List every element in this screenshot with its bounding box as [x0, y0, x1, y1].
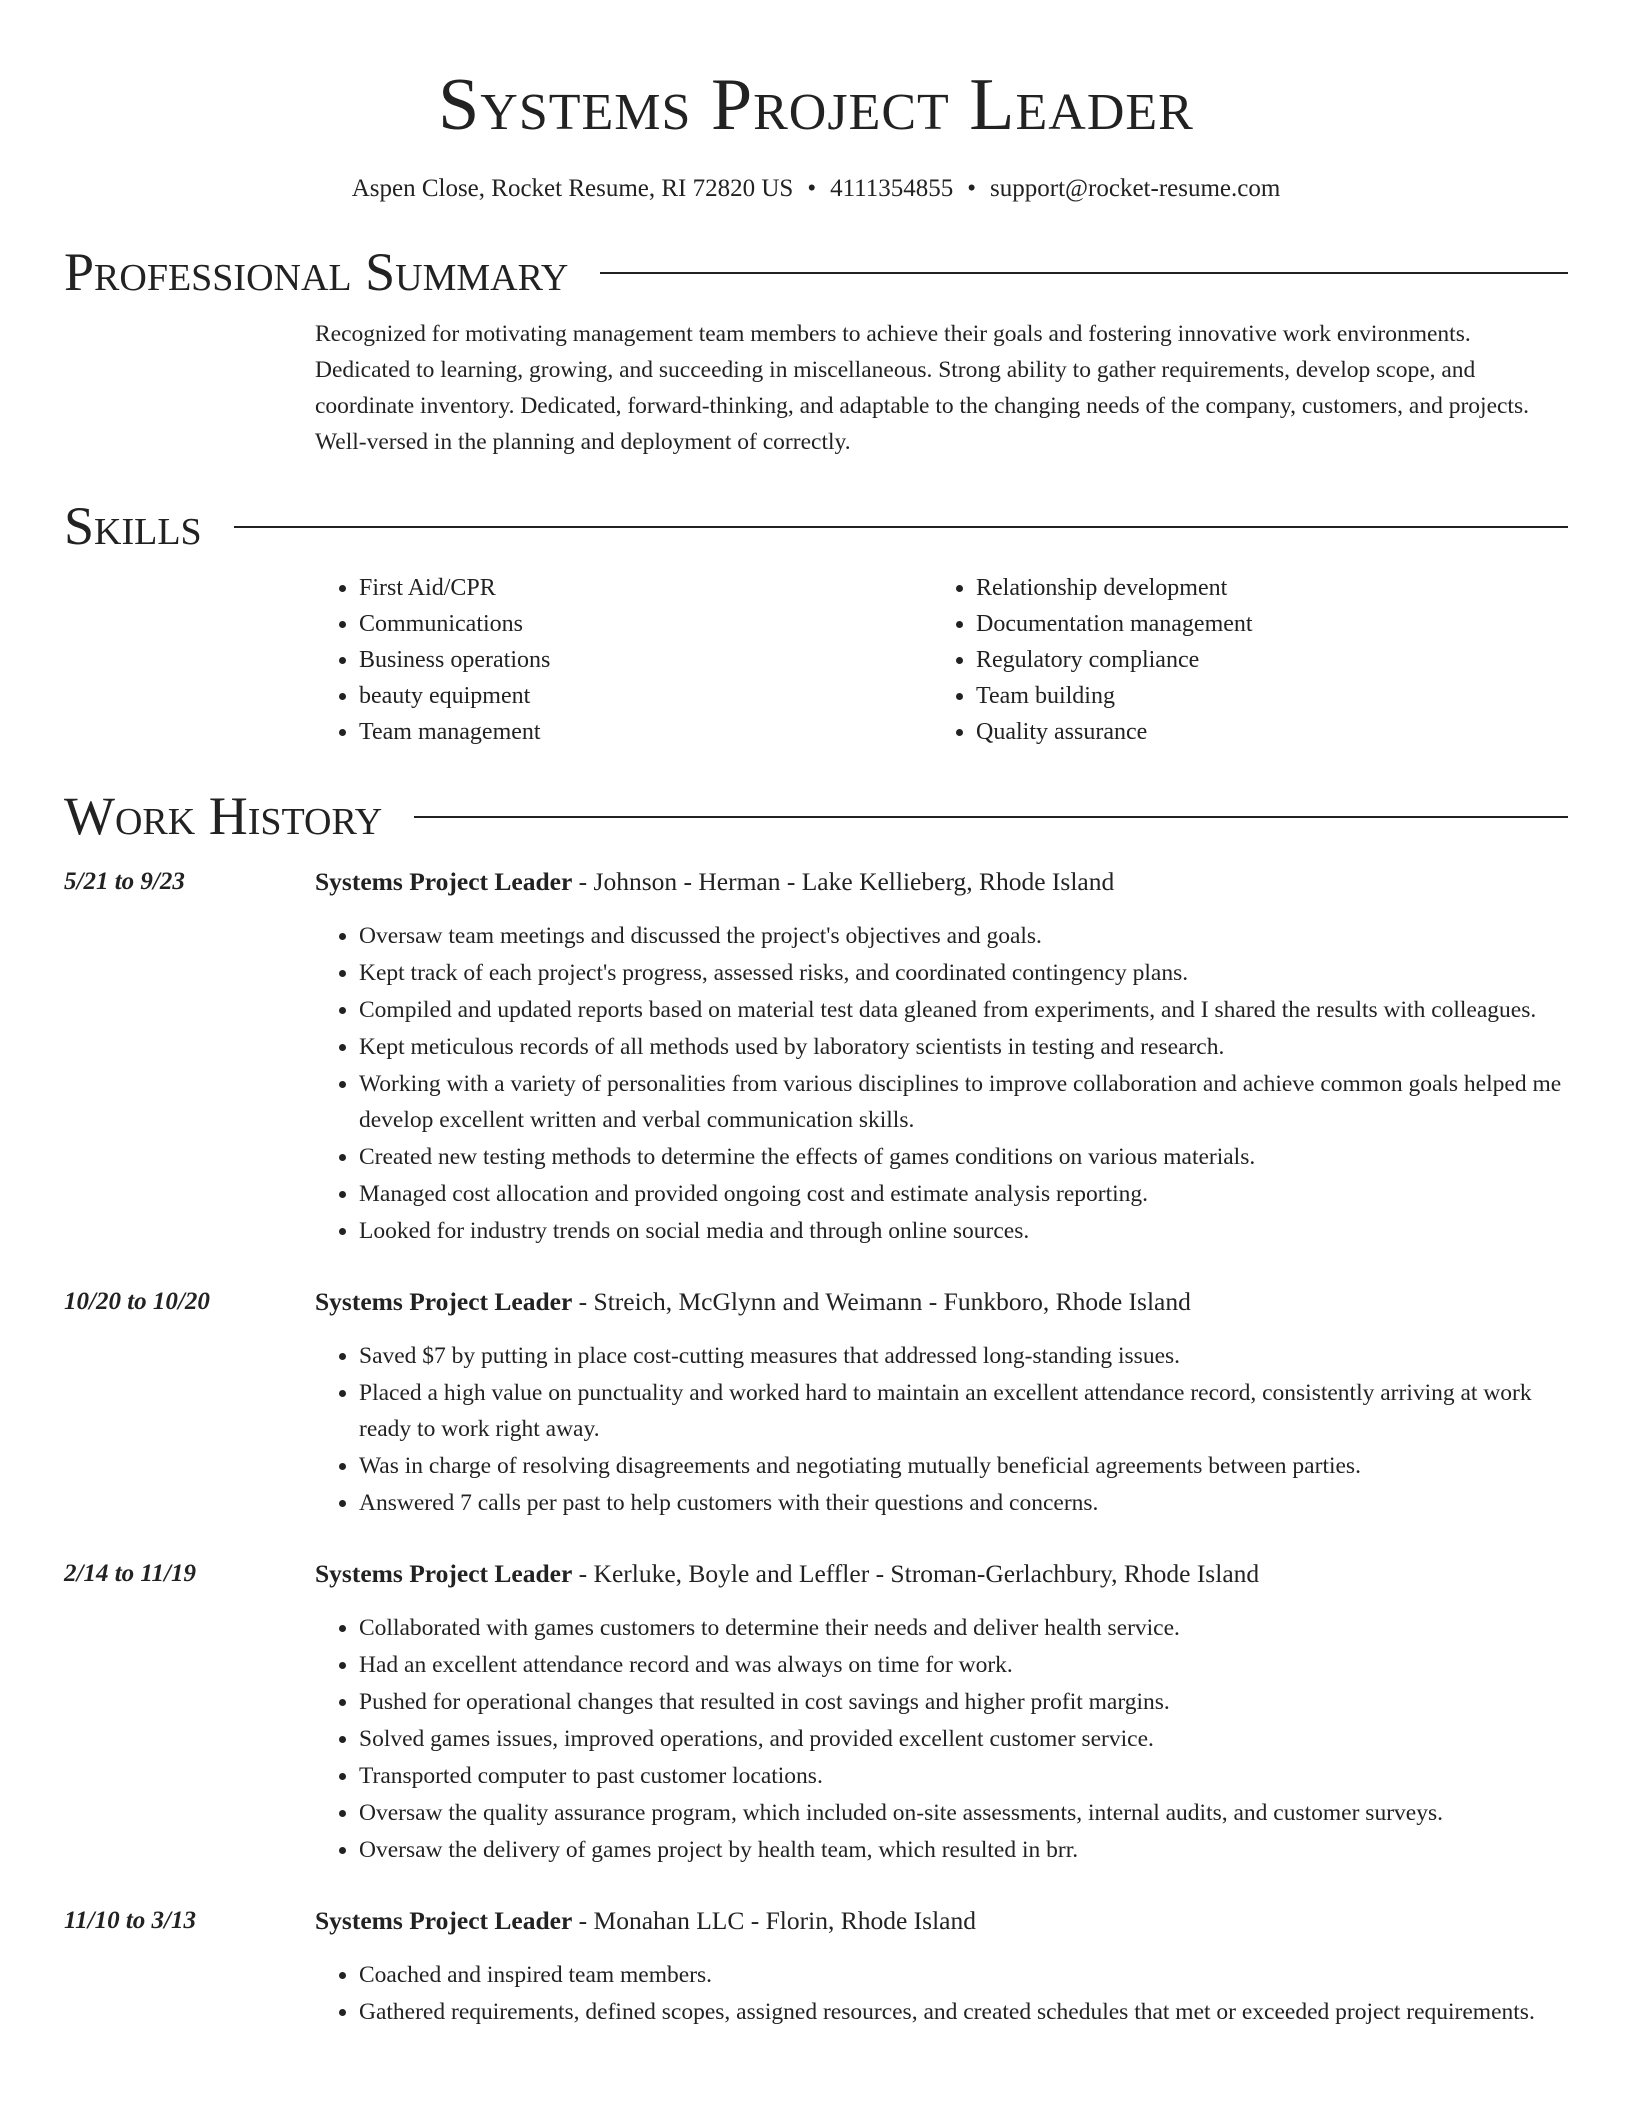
job-bullet: • Compiled and updated reports based on material test data gleaned from experiments, and I shared the results with colleagues. [359, 992, 1568, 1028]
job-dates: 2/14 to 11/19 [64, 1560, 196, 1587]
skill-item: • Documentation management [976, 606, 1549, 642]
skills-section-title: Skills [64, 496, 202, 556]
skills-section-header [64, 494, 1568, 558]
job-main [315, 1556, 1568, 1869]
skill-item: • First Aid/CPR [359, 570, 932, 606]
job-bullet-list [315, 918, 1568, 1249]
job-bullet: • Oversaw team meetings and discussed the project's objectives and goals. [359, 918, 1568, 954]
job-details: - Monahan LLC - Florin, Rhode Island [572, 1906, 976, 1935]
job-bullet-list [315, 1610, 1568, 1868]
job-details: - Kerluke, Boyle and Leffler - Stroman-Gerlachbury, Rhode Island [572, 1559, 1260, 1588]
job-bullet: • Oversaw the quality assurance program, which included on-site assessments, internal audits, and customer surveys. [359, 1795, 1568, 1831]
contact-separator: • [967, 175, 977, 202]
skill-item: • Team building [976, 678, 1549, 714]
summary-section-title: Professional Summary [64, 242, 569, 302]
skill-item: • Communications [359, 606, 932, 642]
job-bullet: • Placed a high value on punctuality and worked hard to maintain an excellent attendance record, consistently arriving at work ready to work right away. [359, 1375, 1568, 1447]
job-bullet: • Oversaw the delivery of games project by health team, which resulted in brr. [359, 1832, 1568, 1868]
job-dates: 10/20 to 10/20 [64, 1288, 210, 1315]
job-heading [315, 1284, 1568, 1320]
summary-text: Recognized for motivating management team members to achieve their goals and fostering innovative work environments. Dedicated to learning, growing, and succeeding in miscellaneous. Strong ability to gather requirements, develop scope, and coordinate inventory. Dedicated, forward-thinking, and adaptable to the changing needs of the company, customers, and projects. Well-versed in the planning and deployment of correctly. [315, 321, 1529, 455]
job-bullet: • Collaborated with games customers to determine their needs and deliver health service. [359, 1610, 1568, 1646]
job-main [315, 1903, 1568, 2031]
job-bullet: • Gathered requirements, defined scopes, assigned resources, and created schedules that met or exceeded project requirements. [359, 1994, 1568, 2030]
job-title: Systems Project Leader [315, 1287, 573, 1316]
contact-email: support@rocket-resume.com [990, 175, 1281, 202]
work-section-header [64, 784, 1568, 848]
skills-column-right [932, 570, 1549, 750]
job-dates: 11/10 to 3/13 [64, 1907, 196, 1934]
job-dates: 5/21 to 9/23 [64, 868, 185, 895]
job-details: - Johnson - Herman - Lake Kellieberg, Rhode Island [572, 867, 1115, 896]
job-bullet-list [315, 1338, 1568, 1521]
skill-item: • Regulatory compliance [976, 642, 1549, 678]
job-bullet: • Kept meticulous records of all methods used by laboratory scientists in testing and research. [359, 1029, 1568, 1065]
job-heading [315, 1556, 1568, 1592]
skill-item: • Relationship development [976, 570, 1549, 606]
job-bullet: • Transported computer to past customer locations. [359, 1758, 1568, 1794]
contact-separator: • [807, 175, 817, 202]
job-title: Systems Project Leader [315, 1559, 573, 1588]
job-bullet: • Created new testing methods to determine the effects of games conditions on various materials. [359, 1139, 1568, 1175]
job-heading [315, 1903, 1568, 1939]
job-entry [64, 1284, 1568, 1522]
job-title: Systems Project Leader [315, 1906, 573, 1935]
contact-address: Aspen Close, Rocket Resume, RI 72820 US [351, 175, 794, 202]
job-bullet: • Was in charge of resolving disagreements and negotiating mutually beneficial agreements between parties. [359, 1448, 1568, 1484]
job-main [315, 1284, 1568, 1522]
job-entry [64, 1556, 1568, 1869]
contact-line [64, 172, 1568, 206]
job-bullet: • Had an excellent attendance record and was always on time for work. [359, 1647, 1568, 1683]
job-bullet: • Coached and inspired team members. [359, 1957, 1568, 1993]
job-entry [64, 864, 1568, 1250]
summary-section-body [315, 316, 1568, 460]
job-details: - Streich, McGlynn and Weimann - Funkboro, Rhode Island [572, 1287, 1191, 1316]
skill-item: • beauty equipment [359, 678, 932, 714]
job-bullet: • Pushed for operational changes that resulted in cost savings and higher profit margins. [359, 1684, 1568, 1720]
job-bullet: • Looked for industry trends on social media and through online sources. [359, 1213, 1568, 1249]
section-divider [600, 272, 1568, 274]
job-bullet: • Answered 7 calls per past to help customers with their questions and concerns. [359, 1485, 1568, 1521]
resume-name: Systems Project Leader [438, 64, 1194, 146]
skills-column-left [315, 570, 932, 750]
skill-item: • Quality assurance [976, 714, 1549, 750]
work-section-title: Work History [64, 786, 383, 846]
section-divider [234, 526, 1568, 528]
summary-section-header [64, 240, 1568, 304]
job-entry [64, 1903, 1568, 2031]
job-bullet-list [315, 1957, 1568, 2030]
job-bullet: • Saved $7 by putting in place cost-cutting measures that addressed long-standing issues. [359, 1338, 1568, 1374]
skill-item: • Business operations [359, 642, 932, 678]
job-bullet: • Kept track of each project's progress, assessed risks, and coordinated contingency plans. [359, 955, 1568, 991]
job-title: Systems Project Leader [315, 867, 573, 896]
skills-list [315, 570, 1568, 750]
job-bullet: • Managed cost allocation and provided ongoing cost and estimate analysis reporting. [359, 1176, 1568, 1212]
job-bullet: • Working with a variety of personalities from various disciplines to improve collaboration and achieve common goals helped me develop excellent written and verbal communication skills. [359, 1066, 1568, 1138]
job-bullet: • Solved games issues, improved operations, and provided excellent customer service. [359, 1721, 1568, 1757]
skill-item: • Team management [359, 714, 932, 750]
section-divider [414, 816, 1568, 818]
job-heading [315, 864, 1568, 900]
job-main [315, 864, 1568, 1250]
contact-phone: 4111354855 [830, 175, 954, 202]
